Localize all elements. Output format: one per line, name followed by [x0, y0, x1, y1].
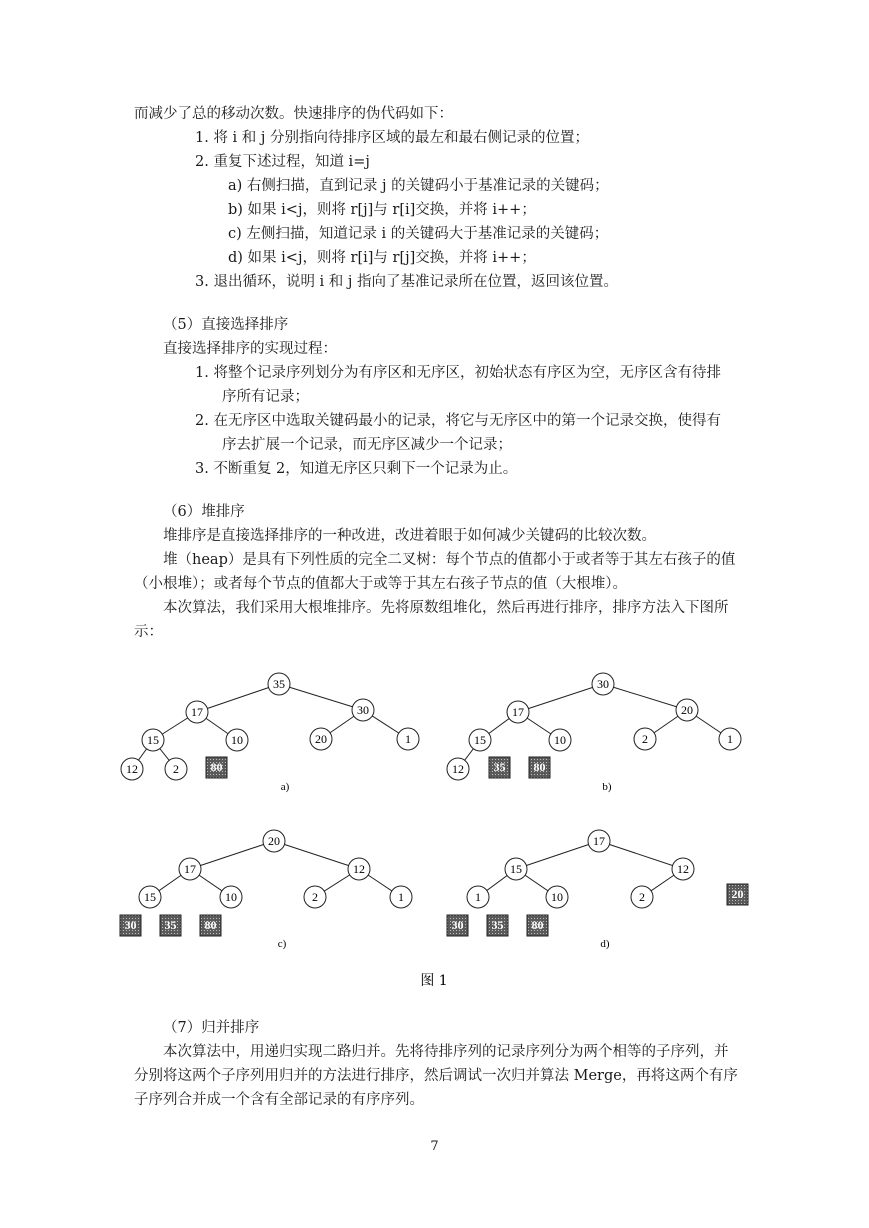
heap-node [139, 886, 161, 908]
sorted-box-label: 35 [491, 918, 504, 932]
heap-node [469, 729, 491, 751]
heap-panel-b [458, 684, 730, 769]
sorted-box [120, 915, 141, 936]
sorted-box [487, 915, 508, 936]
sorted-box [206, 757, 227, 778]
sorted-box-label: 30 [124, 918, 137, 932]
intro-line: 而减少了总的移动次数。快速排序的伪代码如下： [134, 106, 453, 122]
heap-node-label: 1 [405, 732, 411, 746]
panel-label-d: d) [600, 938, 610, 950]
heap-node [165, 758, 187, 780]
panel-label-c: c) [277, 938, 287, 950]
heap-node-label: 10 [225, 890, 237, 904]
sec7-line-2: 分别将这两个子序列用归并的方法进行排序，然后调试一次归并算法 Merge，再将这两个有序 [134, 1068, 738, 1084]
sorted-box-label: 30 [451, 918, 464, 932]
heap-node [634, 728, 656, 750]
heap-node-label: 15 [147, 733, 159, 747]
heap-node [631, 886, 653, 908]
sec7-line-1: 本次算法中，用递归实现二路归并。先将待排序列的记录序列分为两个相等的子序列，并 [163, 1044, 729, 1060]
heap-node [226, 729, 248, 751]
heap-node-label: 17 [512, 705, 524, 719]
heap-panel-b-nodes [447, 673, 741, 793]
heap-node [447, 758, 469, 780]
sorted-box [527, 915, 548, 936]
heap-node-label: 17 [191, 705, 203, 719]
sec5-line-4: 序去扩展一个记录，而无序区减少一个记录； [222, 437, 512, 453]
heap-node [676, 699, 698, 721]
sec6-line-3: （小根堆）；或者每个节点的值都大于或等于其左右孩子节点的值（大根堆）。 [134, 576, 627, 592]
sec6-line-1: 堆排序是直接选择排序的一种改进，改进着眼于如何减少关键码的比较次数。 [163, 528, 656, 544]
heap-node [352, 699, 374, 721]
heap-node [186, 701, 208, 723]
sorted-box [447, 915, 468, 936]
sec5-line-1: 1. 将整个记录序列划分为有序区和无序区，初始状态有序区为空，无序区含有待排 [195, 365, 721, 381]
sec5-line-2: 序所有记录； [222, 389, 309, 405]
sorted-box-label: 80 [533, 760, 546, 774]
heap-node-label: 15 [474, 733, 486, 747]
heap-node-label: 30 [357, 703, 369, 717]
heap-node [546, 886, 568, 908]
heap-node [263, 830, 285, 852]
heap-node [310, 728, 332, 750]
heap-panel-a [132, 684, 408, 769]
sec5-heading: （5）直接选择排序 [163, 317, 289, 333]
heap-node-label: 1 [727, 732, 733, 746]
quick-step-1: 1. 将 i 和 j 分别指向待排序区域的最左和最右侧记录的位置； [195, 130, 590, 146]
heap-node-label: 20 [315, 732, 327, 746]
sec6-line-5: 示： [134, 624, 163, 640]
sec6-heading: （6）堆排序 [163, 504, 245, 520]
quick-substep-d: d) 如果 i<j，则将 r[i]与 r[j]交换，并将 i++； [228, 250, 536, 266]
heap-node [467, 886, 489, 908]
panel-label-b: b) [602, 781, 612, 793]
heap-node [719, 728, 741, 750]
sorted-box [529, 757, 550, 778]
sorted-box-label: 35 [493, 760, 506, 774]
sorted-box [160, 915, 181, 936]
heap-node [121, 758, 143, 780]
sorted-box-label: 20 [731, 887, 744, 901]
heap-node-label: 12 [126, 762, 138, 776]
heap-node-label: 10 [231, 733, 243, 747]
sec6-line-4: 本次算法，我们采用大根堆排序。先将原数组堆化，然后再进行排序，排序方法入下图所 [163, 600, 729, 616]
heap-node-label: 30 [597, 677, 609, 691]
heap-node [268, 673, 290, 695]
sorted-box-label: 80 [531, 918, 544, 932]
heap-node-label: 20 [681, 703, 693, 717]
heap-node [507, 701, 529, 723]
quick-substep-c: c) 左侧扫描，知道记录 i 的关键码大于基准记录的关键码； [228, 226, 609, 242]
heap-node-label: 2 [639, 890, 645, 904]
heap-node [142, 729, 164, 751]
sorted-box-label: 35 [164, 918, 177, 932]
heap-node-label: 12 [353, 862, 365, 876]
heap-node-label: 2 [173, 762, 179, 776]
heap-node [220, 886, 242, 908]
quick-step-2: 2. 重复下述过程，知道 i=j [195, 154, 370, 170]
figure-caption: 图 1 [420, 973, 448, 989]
sec5-line-3: 2. 在无序区中选取关键码最小的记录，将它与无序区中的第一个记录交换，使得有 [195, 413, 721, 429]
sec7-line-3: 子序列合并成一个含有全部记录的有序序列。 [134, 1092, 424, 1108]
heap-panel-d-nodes [447, 830, 748, 950]
heap-node [592, 673, 614, 695]
quick-step-3: 3. 退出循环，说明 i 和 j 指向了基准记录所在位置，返回该位置。 [195, 274, 619, 290]
sec5-intro: 直接选择排序的实现过程： [163, 341, 337, 357]
heap-node [505, 858, 527, 880]
heap-node-label: 35 [273, 677, 285, 691]
heap-node-label: 10 [554, 733, 566, 747]
heap-node [397, 728, 419, 750]
heap-node-label: 10 [551, 890, 563, 904]
heap-panel-c-nodes [120, 830, 412, 950]
heap-node-label: 15 [510, 862, 522, 876]
heap-node [588, 830, 610, 852]
heap-node-label: 1 [398, 890, 404, 904]
heap-node [348, 858, 370, 880]
panel-label-a: a) [280, 781, 290, 793]
sec6-line-2: 堆（heap）是具有下列性质的完全二叉树：每个节点的值都小于或者等于其左右孩子的值 [163, 552, 736, 568]
sec7-heading: （7）归并排序 [163, 1020, 260, 1036]
heap-node-label: 2 [642, 732, 648, 746]
heap-node-label: 2 [312, 890, 318, 904]
sorted-box-label: 80 [204, 918, 217, 932]
heap-node [390, 886, 412, 908]
sorted-box [727, 884, 748, 905]
heap-node-label: 17 [593, 834, 605, 848]
heap-node [549, 729, 571, 751]
quick-substep-b: b) 如果 i<j，则将 r[j]与 r[i]交换，并将 i++； [228, 202, 536, 218]
heap-node-label: 12 [452, 762, 464, 776]
heap-node-label: 17 [184, 862, 196, 876]
sorted-box [200, 915, 221, 936]
heap-panel-a-nodes [121, 673, 419, 793]
heap-node [179, 858, 201, 880]
heap-node-label: 15 [144, 890, 156, 904]
quick-substep-a: a) 右侧扫描，直到记录 j 的关键码小于基准记录的关键码； [228, 178, 609, 194]
sorted-box [489, 757, 510, 778]
page-number: 7 [430, 1139, 439, 1154]
heap-node-label: 12 [677, 862, 689, 876]
heap-node-label: 1 [475, 890, 481, 904]
sorted-box-label: 80 [210, 760, 223, 774]
sec5-line-5: 3. 不断重复 2，知道无序区只剩下一个记录为止。 [195, 461, 518, 477]
heap-node-label: 20 [268, 834, 280, 848]
heap-node [672, 858, 694, 880]
heap-node [304, 886, 326, 908]
